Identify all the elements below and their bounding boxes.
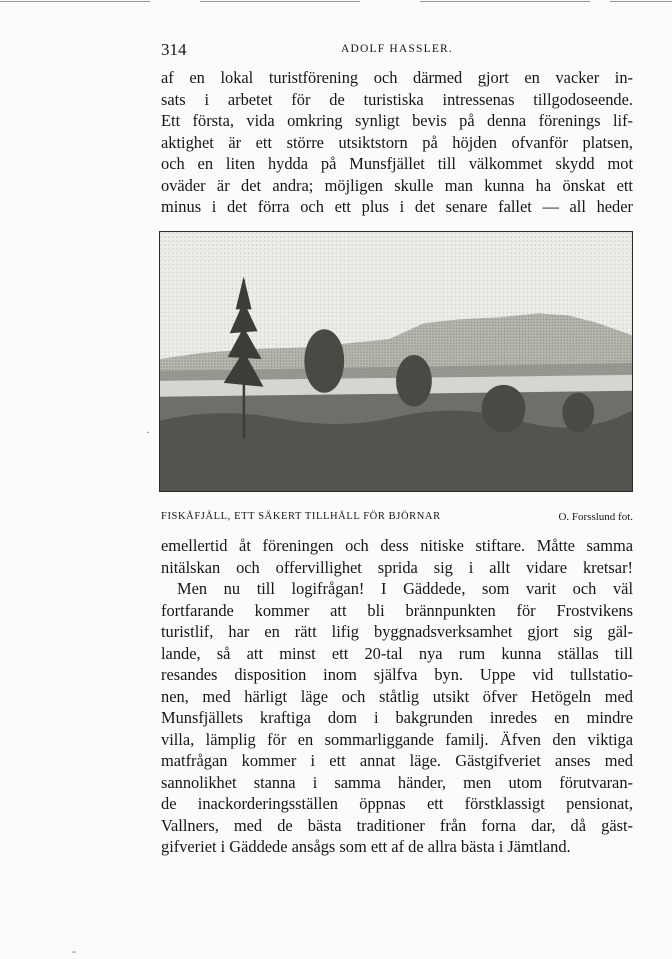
figure-caption (161, 511, 633, 525)
page-number: 314 (161, 40, 187, 59)
text-line: Munsfjällets kraftiga dom i bakgrunden inredes en mindre (161, 708, 633, 727)
text-line: villa, lämplig för en sommarliggande familj. Äfven den viktiga (161, 729, 633, 749)
text-line: emellertid åt föreningen och dess nitiske stiftare. Måtte samma (161, 536, 633, 555)
paragraph-2 (161, 535, 633, 858)
text-line: fortfarande kommer att bli brännpunkten för Frostvikens (161, 600, 633, 620)
text-line: af en lokal turistförening och därmed gjort en vacker in- (161, 68, 633, 87)
text-line: aktighet är ett större utsiktstorn på höjden ofvanför platsen, (161, 132, 633, 152)
margin-mark: · (146, 425, 150, 439)
text-line: resandes disposition inom själfva byn. Uppe vid tullstatio- (161, 665, 633, 684)
text-line: sannolikhet stanna i samma händer, men utom förutvaran- (161, 772, 633, 792)
text-line: matfrågan kommer i ett annat läge. Gästgifveriet anses med (161, 751, 633, 770)
text-line: turistlif, har en rätt lifig byggnadsverksamhet gjort sig gäl- (161, 622, 633, 641)
text-line: nen, med härligt läge och ståtlig utsikt öfver Hetögeln med (161, 686, 633, 706)
caption-title: FISKÅFJÄLL, ETT SÄKERT TILLHÅLL FÖR BJÖRNAR (161, 511, 441, 522)
text-line: sats i arbetet för de turistiska intressenas tillgodoseende. (161, 89, 633, 109)
text-line: nitälskan och offervillighet sprida sig i allt vidare kretsar! (161, 557, 633, 577)
photo-credit: O. Forsslund fot. (558, 511, 633, 523)
margin-mark: - (72, 944, 76, 958)
page-header (161, 40, 633, 60)
text-line: Ett första, vida omkring synligt bevis på denna förenings lif- (161, 111, 633, 130)
top-rule (0, 0, 672, 4)
text-line: lande, så att minst ett 20-tal nya rum kunna ställas till (161, 643, 633, 663)
text-line: oväder är det andra; möjligen skulle man kunna ha önskat ett (161, 175, 633, 195)
landscape-photo (159, 231, 633, 492)
paragraph-1 (161, 67, 633, 218)
text-line: de inackorderingsställen öppnas ett förstklassigt pensionat, (161, 794, 633, 813)
text-line: Men nu till logifrågan! I Gäddede, som varit och väl (177, 579, 633, 598)
running-head: ADOLF HASSLER. (340, 43, 453, 55)
text-line: gifveriet i Gäddede ansågs som ett af de allra bästa i Jämtland. (161, 837, 571, 856)
text-line: och en liten hydda på Munsfjället till välkommet skydd mot (161, 154, 633, 173)
text-line: Vallners, med de bästa traditioner från forna dar, då gäst- (161, 815, 633, 835)
text-line: minus i det förra och ett plus i det senare fallet — all heder (161, 197, 633, 216)
